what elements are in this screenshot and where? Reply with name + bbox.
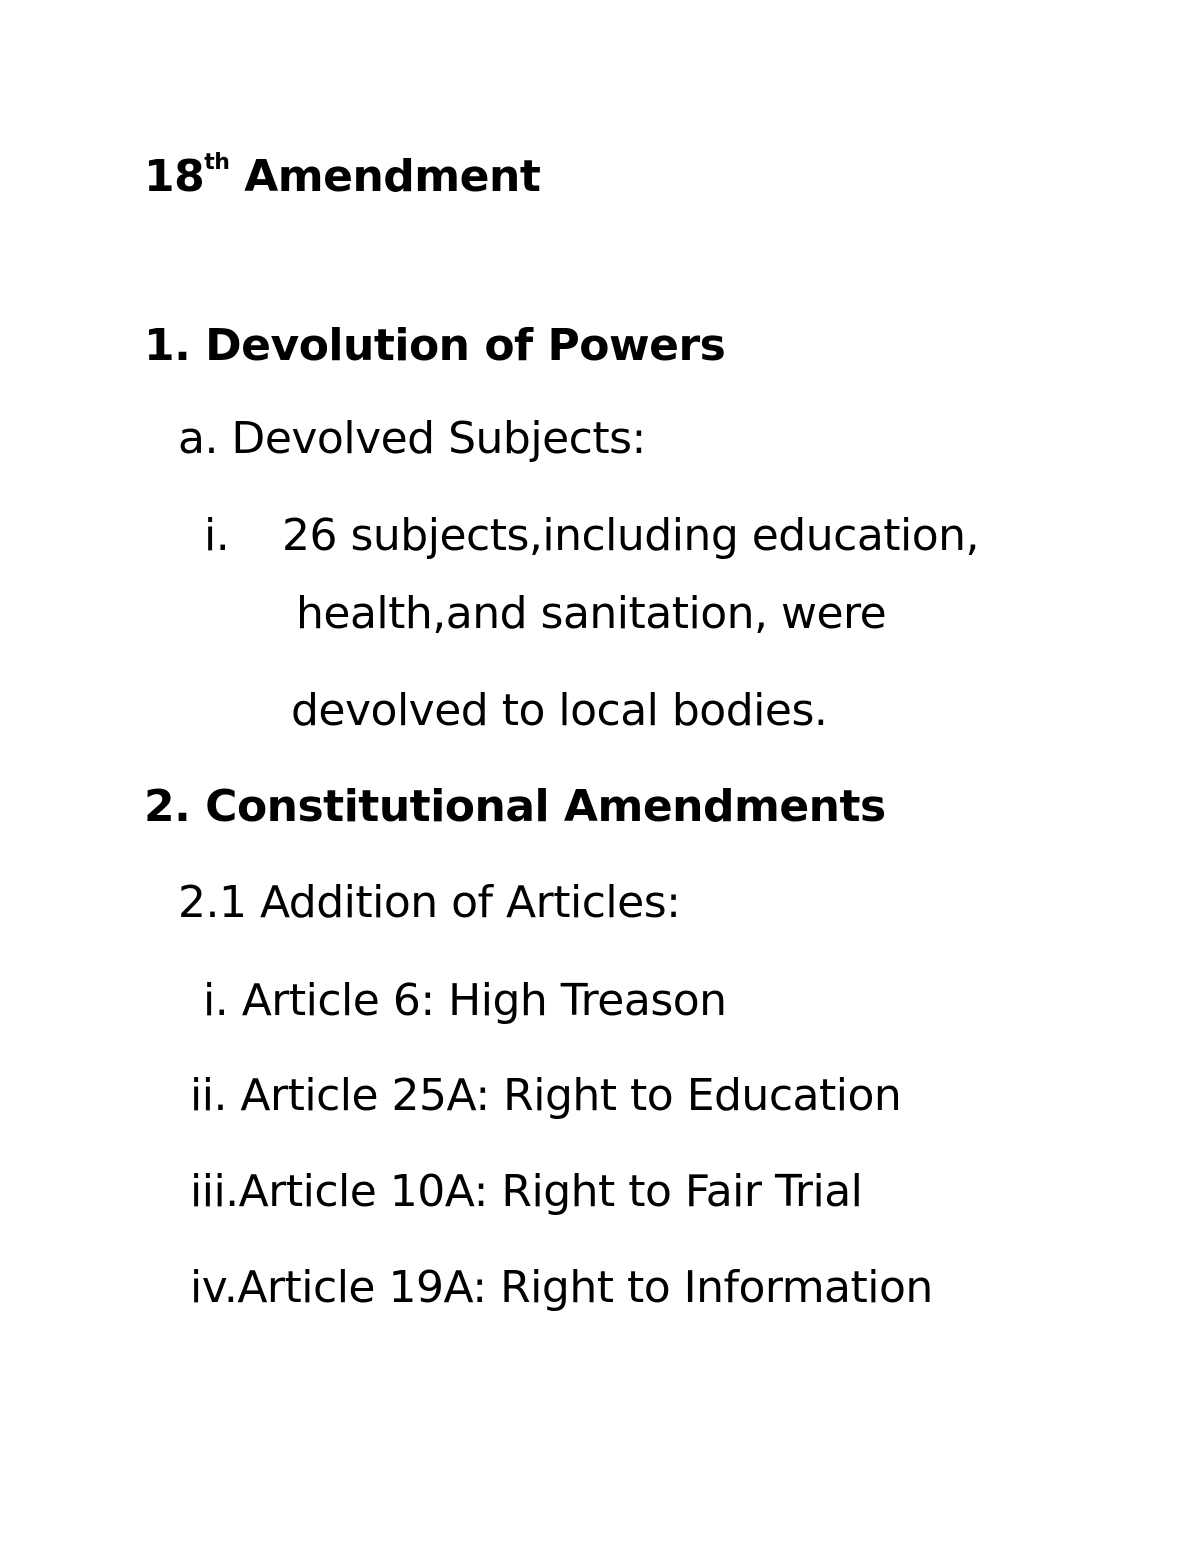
- section1-item-line3: devolved to local bodies.: [291, 685, 828, 736]
- article-item: ii. Article 25A: Right to Education: [190, 1070, 902, 1121]
- section2-subsection-label: 2.1 Addition of Articles:: [178, 877, 681, 928]
- section1-item-line2: health,and sanitation, were: [296, 588, 887, 639]
- article-item: iv.Article 19A: Right to Information: [190, 1262, 933, 1313]
- article-item: iii.Article 10A: Right to Fair Trial: [190, 1166, 863, 1217]
- document-title: [144, 150, 541, 202]
- section1-heading: 1. Devolution of Powers: [144, 320, 726, 371]
- section1-subsection-label: a. Devolved Subjects:: [178, 413, 646, 464]
- title-superscript: th: [204, 150, 230, 175]
- section1-item-marker: i.: [204, 510, 230, 561]
- section2-heading: 2. Constitutional Amendments: [144, 781, 886, 832]
- title-number: 18: [144, 151, 205, 202]
- section1-item-line1: 26 subjects,including education,: [282, 510, 980, 561]
- article-item: i. Article 6: High Treason: [203, 975, 727, 1026]
- title-text: Amendment: [229, 151, 541, 202]
